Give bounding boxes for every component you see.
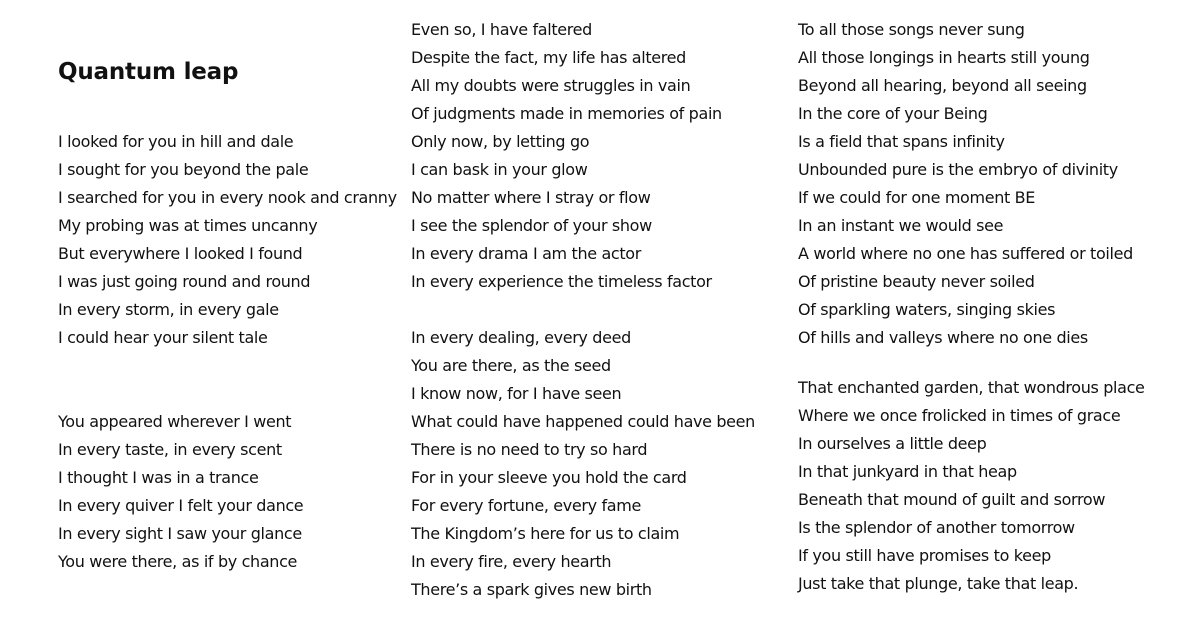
poem-line: Beneath that mound of guilt and sorrow	[798, 490, 1106, 509]
poem-line: I see the splendor of your show	[411, 216, 652, 235]
poem-line: All my doubts were struggles in vain	[411, 76, 691, 95]
poem-line: If we could for one moment BE	[798, 188, 1036, 207]
poem-column-3	[798, 16, 1145, 598]
poem-line: I could hear your silent tale	[58, 328, 268, 347]
poem-line: But everywhere I looked I found	[58, 244, 303, 263]
poem-line: In every quiver I felt your dance	[58, 496, 304, 515]
poem-column-2	[411, 16, 755, 604]
poem-line: I know now, for I have seen	[411, 384, 622, 403]
poem-line: In the core of your Being	[798, 104, 988, 123]
poem-line: No matter where I stray or flow	[411, 188, 651, 207]
poem-line: I searched for you in every nook and cranny	[58, 188, 397, 207]
poem-line: What could have happened could have been	[411, 412, 755, 431]
poem-line: In every storm, in every gale	[58, 300, 279, 319]
poem-title: Quantum leap	[58, 59, 239, 85]
poem-line: Of judgments made in memories of pain	[411, 104, 722, 123]
poem-line: In an instant we would see	[798, 216, 1004, 235]
poem-line: A world where no one has suffered or toiled	[798, 244, 1133, 263]
poem-line: In every taste, in every scent	[58, 440, 282, 459]
poem-line: In that junkyard in that heap	[798, 462, 1017, 481]
poem-line: All those longings in hearts still young	[798, 48, 1090, 67]
poem-line: To all those songs never sung	[798, 20, 1025, 39]
poem-line: Unbounded pure is the embryo of divinity	[798, 160, 1118, 179]
poem-line: I can bask in your glow	[411, 160, 588, 179]
poem-line: Of pristine beauty never soiled	[798, 272, 1035, 291]
poem-line: You are there, as the seed	[411, 356, 611, 375]
poem-line: In every experience the timeless factor	[411, 272, 712, 291]
poem-line: In every drama I am the actor	[411, 244, 641, 263]
poem-line: You appeared wherever I went	[58, 412, 292, 431]
poem-line: If you still have promises to keep	[798, 546, 1051, 565]
poem-line: Just take that plunge, take that leap.	[798, 574, 1079, 593]
poem-line: In every sight I saw your glance	[58, 524, 302, 543]
poem-line: I was just going round and round	[58, 272, 311, 291]
poem-line: In every fire, every hearth	[411, 552, 612, 571]
poem-line: For in your sleeve you hold the card	[411, 468, 687, 487]
poem-line: You were there, as if by chance	[58, 552, 298, 571]
poem-line: Even so, I have faltered	[411, 20, 592, 39]
poem-line: Is the splendor of another tomorrow	[798, 518, 1075, 537]
poem-line: My probing was at times uncanny	[58, 216, 318, 235]
poem-line: I sought for you beyond the pale	[58, 160, 309, 179]
poem-line: There’s a spark gives new birth	[411, 580, 652, 599]
poem-line: I thought I was in a trance	[58, 468, 259, 487]
poem-line: There is no need to try so hard	[411, 440, 648, 459]
poem-line: Is a field that spans infinity	[798, 132, 1005, 151]
poem-line: In every dealing, every deed	[411, 328, 631, 347]
poem-line: The Kingdom’s here for us to claim	[411, 524, 680, 543]
poem-line: Beyond all hearing, beyond all seeing	[798, 76, 1087, 95]
poem-line: Where we once frolicked in times of grace	[798, 406, 1121, 425]
poem-line: Of sparkling waters, singing skies	[798, 300, 1056, 319]
poem-line: In ourselves a little deep	[798, 434, 987, 453]
poem-line: I looked for you in hill and dale	[58, 132, 294, 151]
poem-line: That enchanted garden, that wondrous place	[798, 378, 1145, 397]
poem-column-1	[58, 128, 397, 576]
poem-line: Only now, by letting go	[411, 132, 590, 151]
poem-line: Of hills and valleys where no one dies	[798, 328, 1088, 347]
poem-line: Despite the fact, my life has altered	[411, 48, 686, 67]
poem-line: For every fortune, every fame	[411, 496, 641, 515]
